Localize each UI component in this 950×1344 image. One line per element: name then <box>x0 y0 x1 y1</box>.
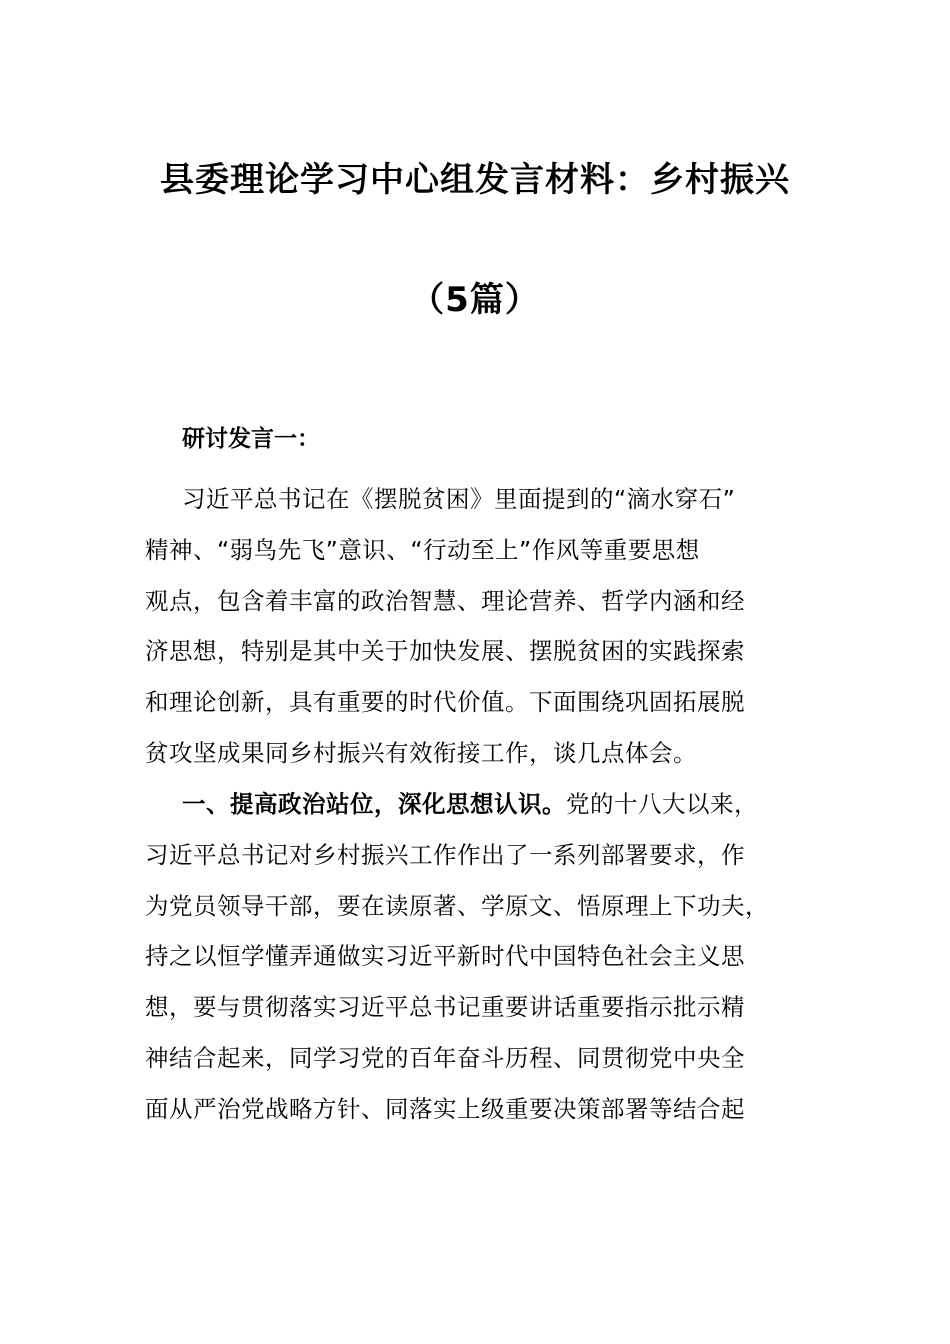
paragraph-line: 为党员领导干部，要在读原著、学原文、悟原理上下功夫， <box>145 891 769 920</box>
document-title: 县委理论学习中心组发言材料：乡村振兴 <box>160 160 790 200</box>
paragraph-line: 神结合起来，同学习党的百年奋斗历程、同贯彻党中央全 <box>145 1043 745 1072</box>
paragraph-line: 习近平总书记对乡村振兴工作作出了一系列部署要求，作 <box>145 840 745 869</box>
paragraph-line: 观点，包含着丰富的政治智慧、理论营养、哲学内涵和经 <box>145 586 745 615</box>
paragraph-line: 面从严治党战略方针、同落实上级重要决策部署等结合起 <box>145 1094 745 1123</box>
paragraph-line: 和理论创新，具有重要的时代价值。下面围绕巩固拓展脱 <box>145 688 745 717</box>
paragraph-line: 想，要与贯彻落实习近平总书记重要讲话重要指示批示精 <box>145 993 745 1022</box>
paragraph-point-one <box>145 779 825 1135</box>
paragraph-intro <box>145 474 825 779</box>
document-title-count: （5篇） <box>410 280 540 320</box>
paragraph-line <box>145 779 825 830</box>
point-text: 党的十八大以来， <box>566 790 758 818</box>
paragraph-line: 精神、“弱鸟先飞”意识、“行动至上”作风等重要思想 <box>145 535 700 564</box>
paragraph-line: 济思想，特别是其中关于加快发展、摆脱贫困的实践探索 <box>145 637 745 666</box>
paragraph-line: 习近平总书记在《摆脱贫困》里面提到的“滴水穿石” <box>182 485 736 513</box>
paragraph-line: 贫攻坚成果同乡村振兴有效衔接工作，谈几点体会。 <box>145 738 697 767</box>
section-heading: 研讨发言一： <box>182 426 320 452</box>
point-heading: 一、提高政治站位，深化思想认识。 <box>182 790 566 818</box>
paragraph-line: 持之以恒学懂弄通做实习近平新时代中国特色社会主义思 <box>145 942 745 971</box>
